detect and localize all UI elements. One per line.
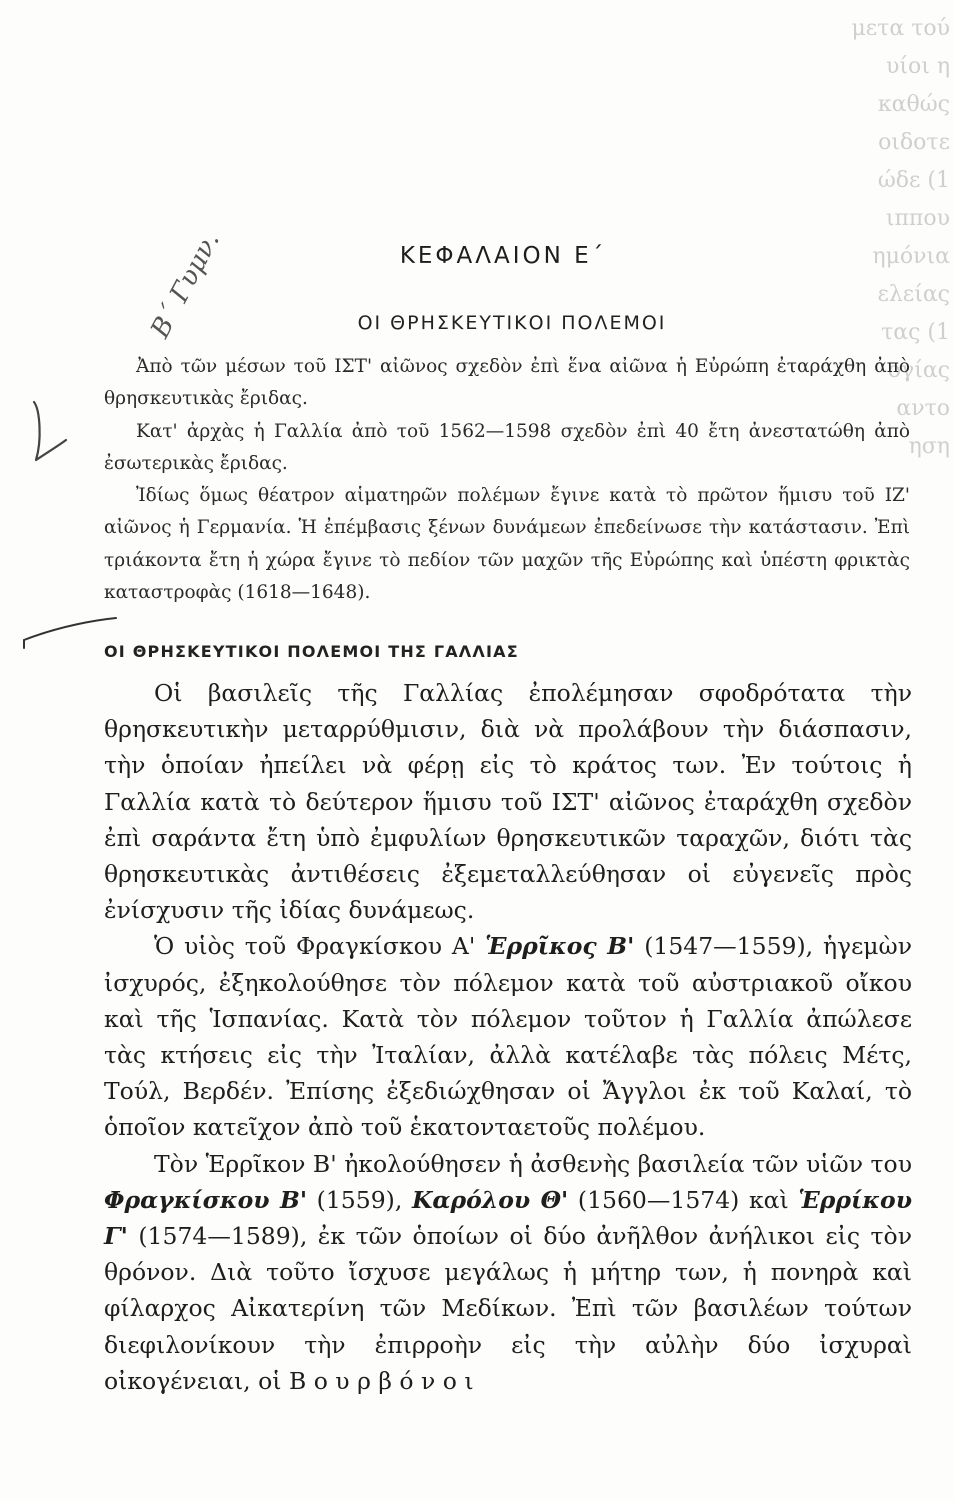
body-paragraph: Οἱ βασιλεῖς τῆς Γαλλίας ἐπολέμησαν σφοδρότατα τὴν θρησκευτικὴν μεταρρύθμισιν, διὰ νὰ προλάβουν τὴν διάσπασιν, τὴν ὁποίαν ἠπείλει νὰ φέρῃ εἰς τὸ κράτος των. Ἐν τούτοις ἡ Γαλλία κατὰ τὸ δεύτερον ἥμισυ τοῦ ΙΣΤ' αἰῶνος ἐταράχθη σχεδὸν ἐπὶ σαράντα ἔτη ὑπὸ ἐμφυλίων θρησκευτικῶν ταραχῶν, διότι τὰς θρησκευτικὰς ἀντιθέσεις ἐξεμεταλλεύθησαν οἱ εὐγενεῖς πρὸς ἐνίσχυσιν τῆς ἰδίας δυνάμεως. [104,679,912,925]
bleed-line: αντο [896,396,950,421]
bleed-line: μετα τού [851,16,950,41]
chapter-title: ΚΕΦΑΛΑΙΟΝ Ε΄ [399,243,607,269]
text-run: (1547—1559), ἡγεμὼν ἰσχυρός, ἐξηκολούθησε τὸν πόλεμον κατὰ τοῦ αὐστριακοῦ οἴκου καὶ τῆς Ἱσπανίας. Κατὰ τὸν πόλεμον τοῦτον ἡ Γαλλία ἀπώλεσε τὰς κτήσεις εἰς τὴν Ἰταλίαν, ἀλλὰ κατέλαβε τὰς πόλεις Μέτς, Τούλ, Βερδέν. Ἐπίσης ἐξεδιώχθησαν οἱ Ἄγγλοι ἐκ τοῦ Καλαί, τὸ ὁποῖον κατεῖχον ἀπὸ τοῦ ἑκατονταετοῦς πολέμου. [104,932,912,1142]
text-run: Ὁ υἱὸς τοῦ Φραγκίσκου Α' [154,932,486,961]
text-run: (1560—1574) καὶ [568,1185,799,1214]
bleed-line: ημόνια [872,244,950,269]
bleed-line: οιδοτε [878,130,950,155]
text-run: (1559), [307,1185,412,1214]
emphasized-name: Ἑρρίκου Γ' [104,1185,912,1251]
text-run: (1574—1589), ἐκ τῶν ὁποίων οἱ δύο ἀνῆλθον ἀνήλικοι εἰς τὸν θρόνον. Διὰ τοῦτο ἴσχυσε μεγάλως ἡ μήτηρ των, ἡ πονηρὰ καὶ φίλαρχος Αἰκατερίνη τῶν Μεδίκων. Ἐπὶ τῶν βασιλέων τούτων διεφιλονίκουν τὴν ἐπιρροὴν εἰς τὴν αὐλὴν δύο ἰσχυραὶ οἰκογένειαι, οἱ [104,1222,912,1395]
text-run: Τὸν Ἑρρῖκον Β' ἠκολούθησεν ἡ ἀσθενὴς βασιλεία τῶν υἱῶν του [154,1149,912,1178]
bleed-line: υίοι η [885,54,950,79]
bleed-line: ηση [908,434,950,459]
chapter-summary [104,351,910,609]
bleed-line: ογίας [887,358,950,383]
emphasized-name: Ἑρρῖκος Β' [485,932,635,961]
summary-paragraph: Κατ' ἀρχὰς ἡ Γαλλία ἀπὸ τοῦ 1562—1598 σχεδὸν ἐπὶ 40 ἔτη ἀνεστατώθη ἀπὸ ἐσωτερικὰς ἔριδας. [104,420,910,474]
section-title: ΟΙ ΘΡΗΣΚΕΥΤΙΚΟΙ ΠΟΛΕΜΟΙ [357,312,667,334]
bleed-line: καθώς [877,92,950,117]
bleed-line: ελείας [877,282,950,307]
bleed-line: ιππου [885,206,950,231]
margin-corner-mark [24,618,116,648]
body-paragraph [104,928,912,1145]
margin-handwritten-note: Β΄ Γυμν. [145,227,226,343]
margin-bracket-mark [34,402,66,460]
body-text [104,675,912,1399]
bleed-line: τας (1 [881,320,950,345]
subsection-heading: ΟΙ ΘΡΗΣΚΕΥΤΙΚΟΙ ΠΟΛΕΜΟΙ ΤΗΣ ΓΑΛΛΙΑΣ [104,642,519,661]
spaced-text: Β ο υ ρ β ό ν ο ι [281,1366,474,1395]
emphasized-name: Καρόλου Θ' [411,1185,569,1214]
emphasized-name: Φραγκίσκου Β' [104,1185,308,1214]
summary-paragraph: Ἀπὸ τῶν μέσων τοῦ ΙΣΤ' αἰῶνος σχεδὸν ἐπὶ ἕνα αἰῶνα ἡ Εὐρώπη ἐταράχθη ἀπὸ θρησκευτικὰς ἔριδας. [104,356,910,410]
summary-paragraph: Ἰδίως ὅμως θέατρον αἱματηρῶν πολέμων ἔγινε κατὰ τὸ πρῶτον ἥμισυ τοῦ ΙΖ' αἰῶνος ἡ Γερμανία. Ἡ ἐπέμβασις ξένων δυνάμεων ἐπεδείνωσε τὴν κατάστασιν. Ἐπὶ τριάκοντα ἔτη ἡ χώρα ἔγινε τὸ πεδίον τῶν μαχῶν τῆς Εὐρώπης καὶ ὑπέστη φρικτὰς καταστροφὰς (1618—1648). [104,485,910,604]
bleed-line: ώδε (1 [877,168,950,193]
body-paragraph [104,1146,912,1399]
